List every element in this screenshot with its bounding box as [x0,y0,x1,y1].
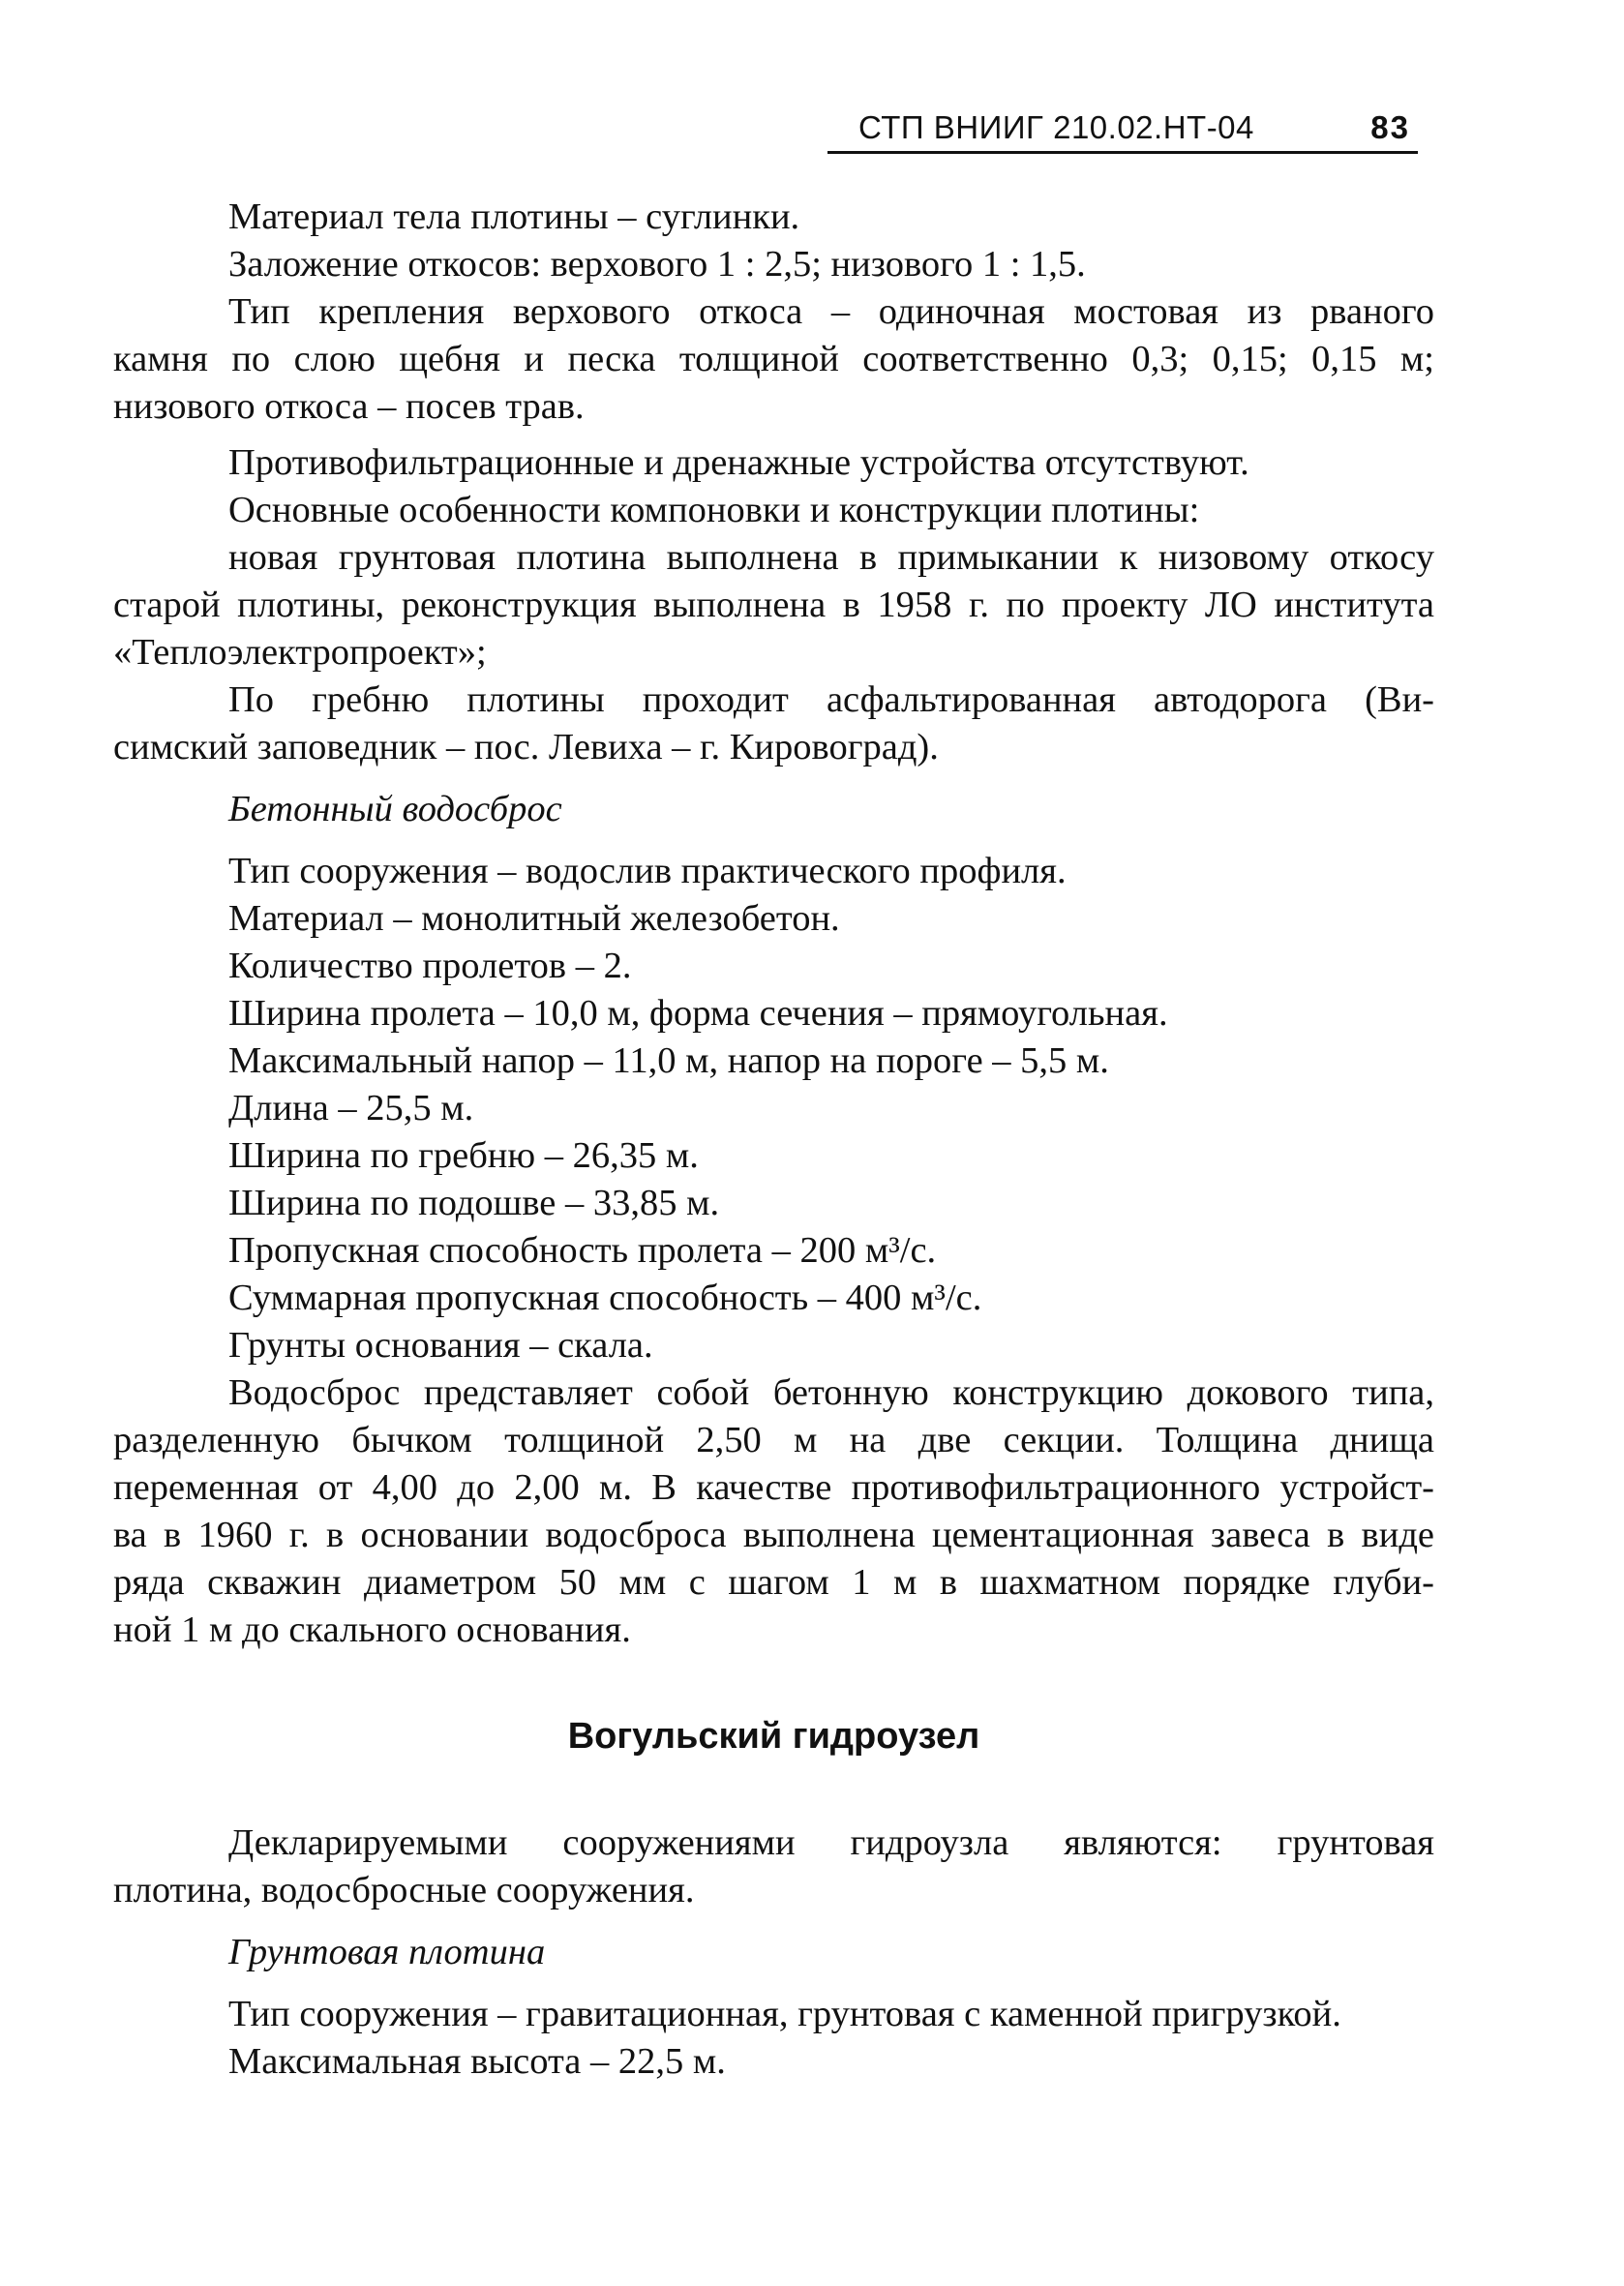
section-title: Вогульский гидроузел [567,1716,980,1757]
paragraph-line: ряда скважин диаметром 50 мм с шагом 1 м в шахматном порядке глуби- [113,1562,1434,1603]
spec-line: Пропускная способность пролета – 200 м³/с. [228,1230,937,1271]
spec-line: Ширина пролета – 10,0 м, форма сечения – прямоугольная. [228,993,1168,1034]
document-body [113,194,1434,2086]
paragraph-line: По гребню плотины проходит асфальтированная автодорога (Ви- [228,679,1434,720]
document-code: СТП ВНИИГ 210.02.НТ-04 [858,109,1254,145]
paragraph-line: симский заповедник – пос. Левиха – г. Кировоград). [113,727,939,767]
paragraph-line: «Теплоэлектропроект»; [113,632,487,673]
spec-line: Ширина по гребню – 26,35 м. [228,1135,699,1176]
spec-line: Материал – монолитный железобетон. [228,898,840,939]
paragraph-line: старой плотины, реконструкция выполнена в 1958 г. по проекту ЛО института [113,585,1434,625]
paragraph: Заложение откосов: верхового 1 : 2,5; низового 1 : 1,5. [228,244,1086,285]
page-header [827,106,1418,154]
spec-line: Максимальный напор – 11,0 м, напор на пороге – 5,5 м. [228,1040,1109,1081]
spec-line: Максимальная высота – 22,5 м. [228,2041,726,2082]
paragraph-line: ва в 1960 г. в основании водосброса выполнена цементационная завеса в виде [113,1515,1434,1555]
spec-line: Суммарная пропускная способность – 400 м³/с. [228,1278,982,1318]
spec-line: Длина – 25,5 м. [228,1088,474,1128]
paragraph: Основные особенности компоновки и конструкции плотины: [228,490,1200,530]
paragraph-line: Тип крепления верхового откоса – одиночная мостовая из рваного [228,291,1434,332]
subheading-dam: Грунтовая плотина [228,1932,546,1972]
paragraph-line: низового откоса – посев трав. [113,386,585,427]
subheading-spillway: Бетонный водосброс [228,789,562,829]
paragraph-line: камня по слою щебня и песка толщиной соответственно 0,3; 0,15; 0,15 м; [113,339,1434,379]
paragraph-line: разделенную бычком толщиной 2,50 м на две секции. Толщина днища [113,1420,1434,1460]
paragraph-line: новая грунтовая плотина выполнена в примыкании к низовому откосу [228,537,1434,578]
paragraph-line: ной 1 м до скального основания. [113,1609,631,1650]
paragraph-line: плотина, водосбросные сооружения. [113,1870,695,1910]
paragraph: Противофильтрационные и дренажные устройства отсутствуют. [228,442,1249,483]
spec-line: Ширина по подошве – 33,85 м. [228,1183,720,1223]
paragraph-line: переменная от 4,00 до 2,00 м. В качестве противофильтрационного устройст- [113,1467,1434,1508]
spec-line: Грунты основания – скала. [228,1325,653,1366]
paragraph-line: Декларируемыми сооружениями гидроузла являются: грунтовая [228,1822,1434,1863]
page-number: 83 [1370,109,1410,145]
paragraph: Материал тела плотины – суглинки. [228,196,800,237]
spec-line: Тип сооружения – водослив практического профиля. [228,851,1067,891]
spec-line: Тип сооружения – гравитационная, грунтовая с каменной пригрузкой. [228,1994,1341,2034]
spec-line: Количество пролетов – 2. [228,946,632,986]
paragraph-line: Водосброс представляет собой бетонную конструкцию докового типа, [228,1372,1434,1413]
